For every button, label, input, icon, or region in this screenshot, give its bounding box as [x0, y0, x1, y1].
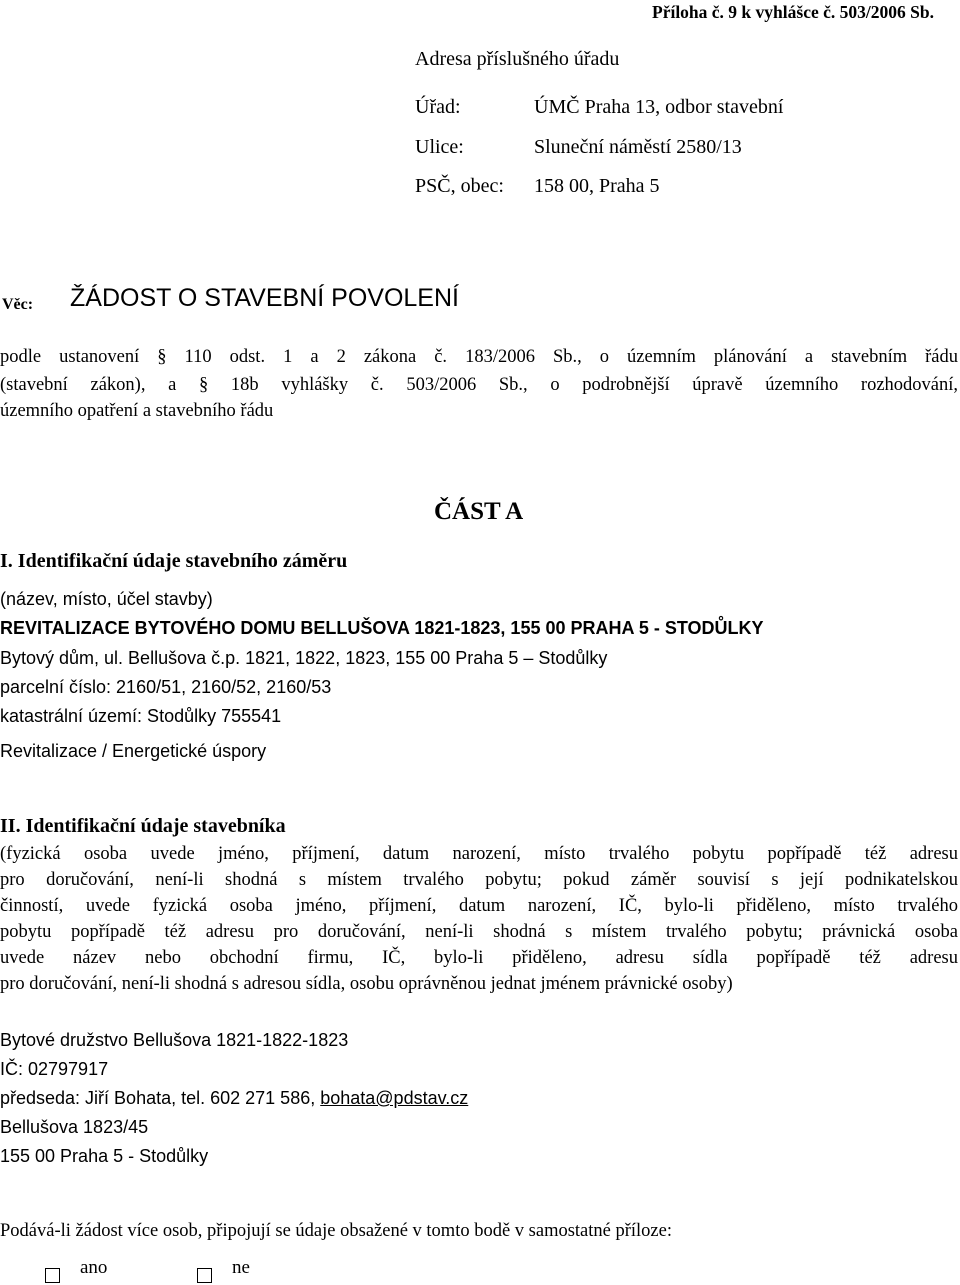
project-purpose: Revitalizace / Energetické úspory — [0, 741, 267, 761]
section-2-hint-line-5: uvede název nebo obchodní firmu, IČ, bylo-li přiděleno, adresu sídla popřípadě též adresu — [0, 948, 958, 968]
applicant-ico: IČ: 02797917 — [0, 1059, 109, 1079]
legal-basis-line-2: (stavební zákon), a § 18b vyhlášky č. 503/2006 Sb., o podrobnější úpravě územního rozhodování, — [0, 375, 958, 395]
office-heading: Adresa příslušného úřadu — [415, 48, 620, 70]
part-a-title: ČÁST A — [434, 498, 524, 525]
office-value: ÚMČ Praha 13, odbor stavební — [534, 96, 784, 118]
subject-label: Věc: — [2, 296, 34, 313]
legal-basis-line-3: územního opatření a stavebního řádu — [0, 401, 274, 421]
project-address: Bytový dům, ul. Bellušova č.p. 1821, 1822, 1823, 155 00 Praha 5 – Stodůlky — [0, 648, 608, 668]
applicant-name: Bytové družstvo Bellušova 1821-1822-1823 — [0, 1030, 349, 1050]
cadastral-area: katastrální území: Stodůlky 755541 — [0, 706, 282, 726]
document-title: ŽÁDOST O STAVEBNÍ POVOLENÍ — [70, 284, 459, 312]
postcode-value: 158 00, Praha 5 — [534, 175, 660, 197]
parcel-number: parcelní číslo: 2160/51, 2160/52, 2160/53 — [0, 677, 332, 697]
section-2-hint-line-3: činností, uvede fyzická osoba jméno, příjmení, datum narození, IČ, bylo-li přiděleno, místo trvalého — [0, 896, 958, 916]
section-2-title: II. Identifikační údaje stavebníka — [0, 815, 286, 837]
yes-checkbox[interactable] — [45, 1268, 60, 1283]
email-link[interactable]: bohata@pdstav.cz — [320, 1088, 469, 1108]
multi-applicant-question: Podává-li žádost více osob, připojují se údaje obsažené v tomto bodě v samostatné příloze: — [0, 1221, 672, 1241]
no-checkbox[interactable] — [197, 1268, 212, 1283]
no-label: ne — [232, 1257, 250, 1278]
office-label: Úřad: — [415, 96, 461, 118]
street-value: Sluneční náměstí 2580/13 — [534, 136, 742, 158]
legal-basis-line-1: podle ustanovení § 110 odst. 1 a 2 zákona č. 183/2006 Sb., o územním plánování a stavebním řádu — [0, 347, 958, 367]
applicant-city: 155 00 Praha 5 - Stodůlky — [0, 1146, 209, 1166]
section-2-hint-line-6: pro doručování, není-li shodná s adresou sídla, osobu oprávněnou jednat jménem právnické osoby) — [0, 974, 733, 994]
section-2-hint-line-4: pobytu popřípadě též adresu pro doručování, není-li shodná s místem trvalého pobytu; právnická osoba — [0, 922, 958, 942]
applicant-street: Bellušova 1823/45 — [0, 1117, 149, 1137]
section-1-title: I. Identifikační údaje stavebního záměru — [0, 550, 348, 572]
section-2-hint-line-1: (fyzická osoba uvede jméno, příjmení, datum narození, místo trvalého pobytu popřípadě též adresu — [0, 844, 958, 864]
project-name: REVITALIZACE BYTOVÉHO DOMU BELLUŠOVA 1821-1823, 155 00 PRAHA 5 - STODŮLKY — [0, 618, 764, 638]
chair-text: předseda: Jiří Bohata, tel. 602 271 586, — [0, 1088, 321, 1108]
street-label: Ulice: — [415, 136, 464, 158]
applicant-chair — [0, 1088, 468, 1109]
yes-label: ano — [80, 1257, 108, 1278]
annex-reference: Příloha č. 9 k vyhlášce č. 503/2006 Sb. — [652, 2, 934, 22]
section-1-hint: (název, místo, účel stavby) — [0, 589, 213, 609]
postcode-label: PSČ, obec: — [415, 175, 504, 197]
section-2-hint-line-2: pro doručování, není-li shodná s místem trvalého pobytu; pokud záměr souvisí s její podnikatelskou — [0, 870, 958, 890]
